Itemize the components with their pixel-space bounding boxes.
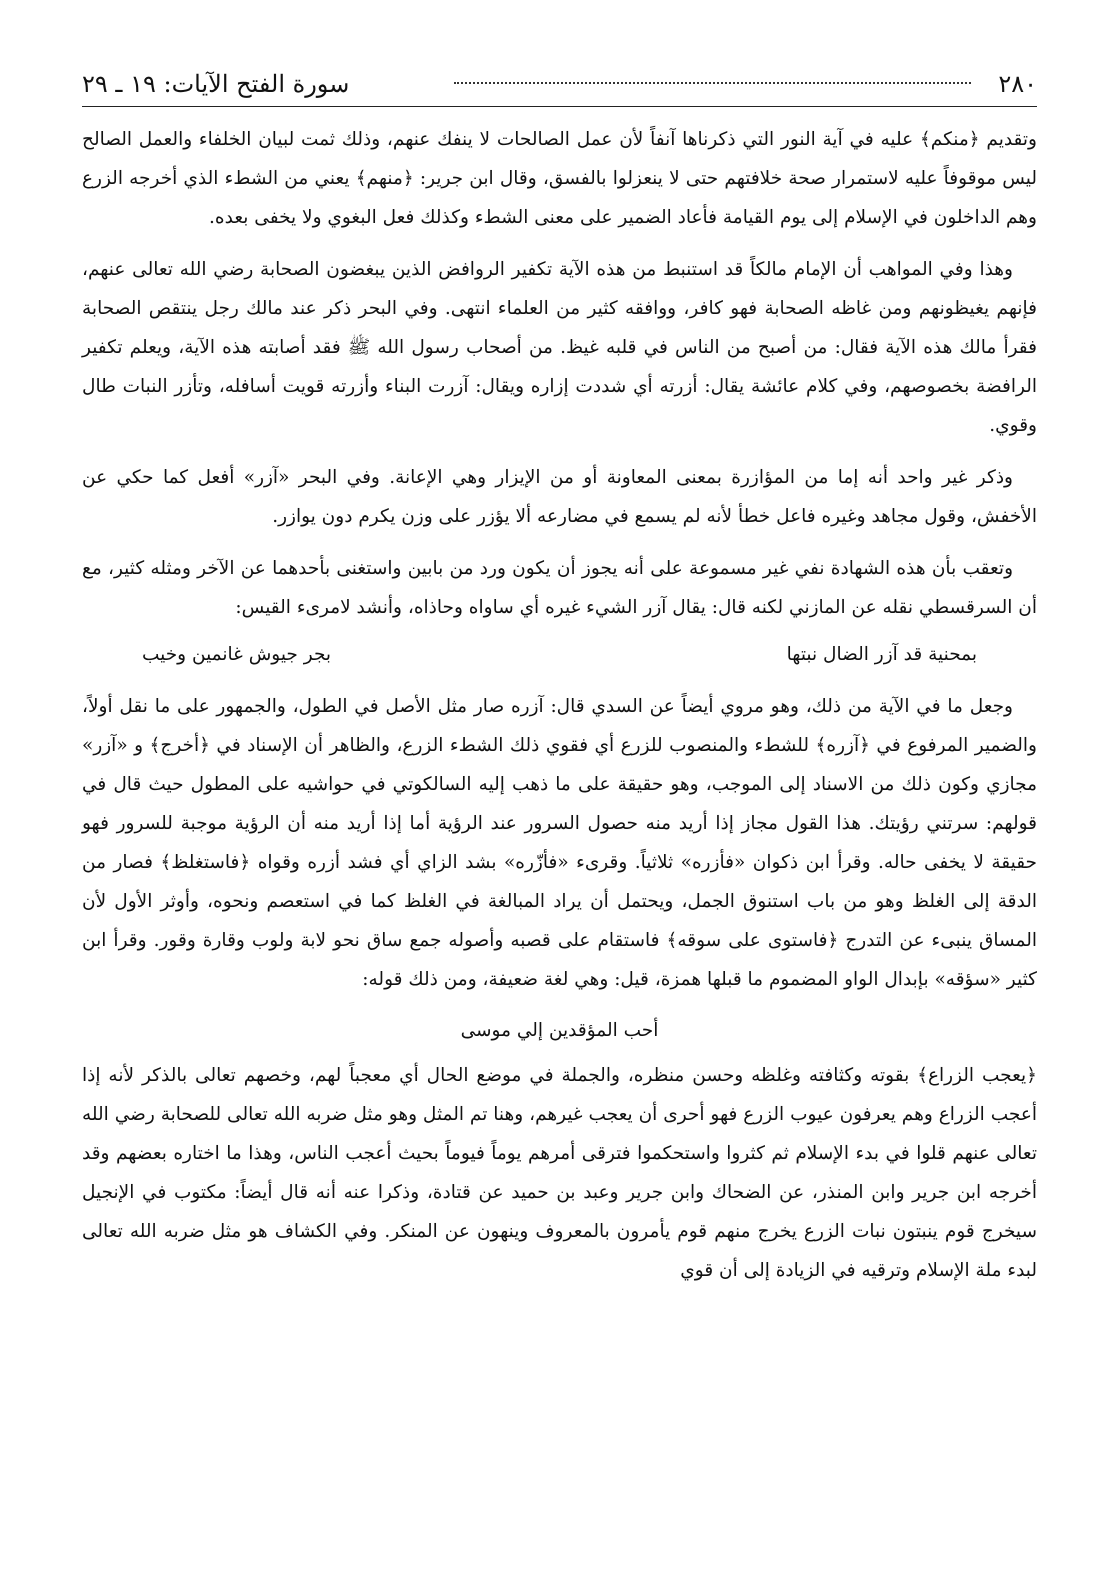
paragraph: وذكر غير واحد أنه إما من المؤازرة بمعنى المعاونة أو من الإيزار وهي الإعانة. وفي البحر «آزر» أفعل كما حكي عن الأخفش، وقول مجاهد وغيره فاعل خطأ لأنه لم يسمع في مضارعه ألا يؤزر على وزن يكرم دون يوازر. bbox=[82, 467, 1037, 527]
page-body bbox=[82, 120, 1037, 1290]
header-dot-leader bbox=[454, 82, 971, 84]
paragraph: وجعل ما في الآية من ذلك، وهو مروي أيضاً عن السدي قال: آزره صار مثل الأصل في الطول، والجمهور على ما نقل أولاً، والضمير المرفوع في ﴿آزره﴾ للشطء والمنصوب للزرع أي فقوي ذلك الشطء الزرع، والظاهر أن الإسناد في ﴿أخرج﴾ و «آزر» مجازي وكون ذلك من الاسناد إلى الموجب، وهو حقيقة على ما ذهب إليه السالكوتي في حواشيه على المطول حيث قال في قولهم: سرتني رؤيتك. هذا القول مجاز إذا أريد منه حصول السرور عند الرؤية أما إذا أريد منه أن الرؤية موجبة للسرور فهو حقيقة لا يخفى حاله. وقرأ ابن ذكوان «فأزره» ثلاثياً. وقرىء «فأزّره» بشد الزاي أي فشد أزره وقواه ﴿فاستغلظ﴾ فصار من الدقة إلى الغلظ وهو من باب استنوق الجمل، ويحتمل أن يراد المبالغة في الغلظ كما في استعصم ونحوه، وأوثر الأول لأن المساق ينبىء عن التدرج ﴿فاستوى على سوقه﴾ فاستقام على قصبه وأصوله جمع ساق نحو لابة ولوب وقارة وقور. وقرأ ابن كثير «سؤقه» بإبدال الواو المضموم ما قبلها همزة، قيل: وهي لغة ضعيفة، ومن ذلك قوله: bbox=[82, 696, 1037, 990]
poem-line: أحب المؤقدين إلي موسى bbox=[460, 1020, 659, 1041]
paragraph: وتعقب بأن هذه الشهادة نفي غير مسموعة على أنه يجوز أن يكون ورد من بابين واستغنى بأحدهما عن الآخر ومثله كثير، مع أن السرقسطي نقله عن المازني لكنه قال: يقال آزر الشيء غيره أي ساواه وحاذاه، وأنشد لامرىء القيس: bbox=[82, 558, 1037, 618]
paragraph: وهذا وفي المواهب أن الإمام مالكاً قد استنبط من هذه الآية تكفير الروافض الذين يبغضون الصحابة رضي الله تعالى عنهم، فإنهم يغيظونهم ومن غاظه الصحابة فهو كافر، ووافقه كثير من العلماء انتهى. وفي البحر ذكر عند مالك رجل ينتقص الصحابة فقرأ مالك هذه الآية فقال: من أصبح من الناس في قلبه غيظ. من أصحاب رسول الله ﷺ فقد أصابته هذه الآية، ويعلم تكفير الرافضة بخصوصهم، وفي كلام عائشة يقال: أزرته أي شددت إزاره ويقال: آزرت البناء وأزرته قويت أسافله، وتأزر النبات طال وقوي. bbox=[82, 259, 1037, 436]
paragraph: ﴿يعجب الزراع﴾ بقوته وكثافته وغلظه وحسن منظره، والجملة في موضع الحال أي معجباً لهم، وخصهم تعالى بالذكر لأنه إذا أعجب الزراع وهم يعرفون عيوب الزرع فهو أحرى أن يعجب غيرهم، وهنا تم المثل وهو مثل ضربه الله تعالى للصحابة رضي الله تعالى عنهم قلوا في بدء الإسلام ثم كثروا واستحكموا فترقى أمرهم يوماً فيوماً بحيث أعجب الناس، وهذا ما اختاره بعضهم وقد أخرجه ابن جرير وابن المنذر، عن الضحاك وابن جرير وعبد بن حميد عن قتادة، وذكرا عنه أنه قال أيضاً: مكتوب في الإنجيل سيخرج قوم ينبتون نبات الزرع يخرج منهم قوم يأمرون بالمعروف وينهون عن المنكر. وفي الكشاف هو مثل ضربه الله تعالى لبدء ملة الإسلام وترقيه في الزيادة إلى أن قوي bbox=[82, 1065, 1037, 1281]
poem-verse bbox=[82, 635, 1037, 674]
running-header bbox=[82, 66, 1037, 107]
paragraph: وتقديم ﴿منكم﴾ عليه في آية النور التي ذكرناها آنفاً لأن عمل الصالحات لا ينفك عنهم، وذلك ثمت لبيان الخلفاء والعمل الصالح ليس موقوفاً عليه لاستمرار صحة خلافتهم حتى لا ينعزلوا بالفسق، وقال ابن جرير: ﴿منهم﴾ يعني من الشطء الذي أخرجه الزرع وهم الداخلون في الإسلام إلى يوم القيامة فأعاد الضمير على معنى الشطء وكذلك فعل البغوي ولا يخفى بعده. bbox=[82, 129, 1037, 228]
verse-second-hemistich: بجر جيوش غانمين وخيب bbox=[142, 644, 332, 665]
verse-first-hemistich: بمحنية قد آزر الضال نبتها bbox=[786, 644, 977, 665]
header-title: سورة الفتح الآيات: ١٩ ـ ٢٩ bbox=[82, 70, 350, 98]
page-number: ٢٨٠ bbox=[998, 70, 1037, 98]
